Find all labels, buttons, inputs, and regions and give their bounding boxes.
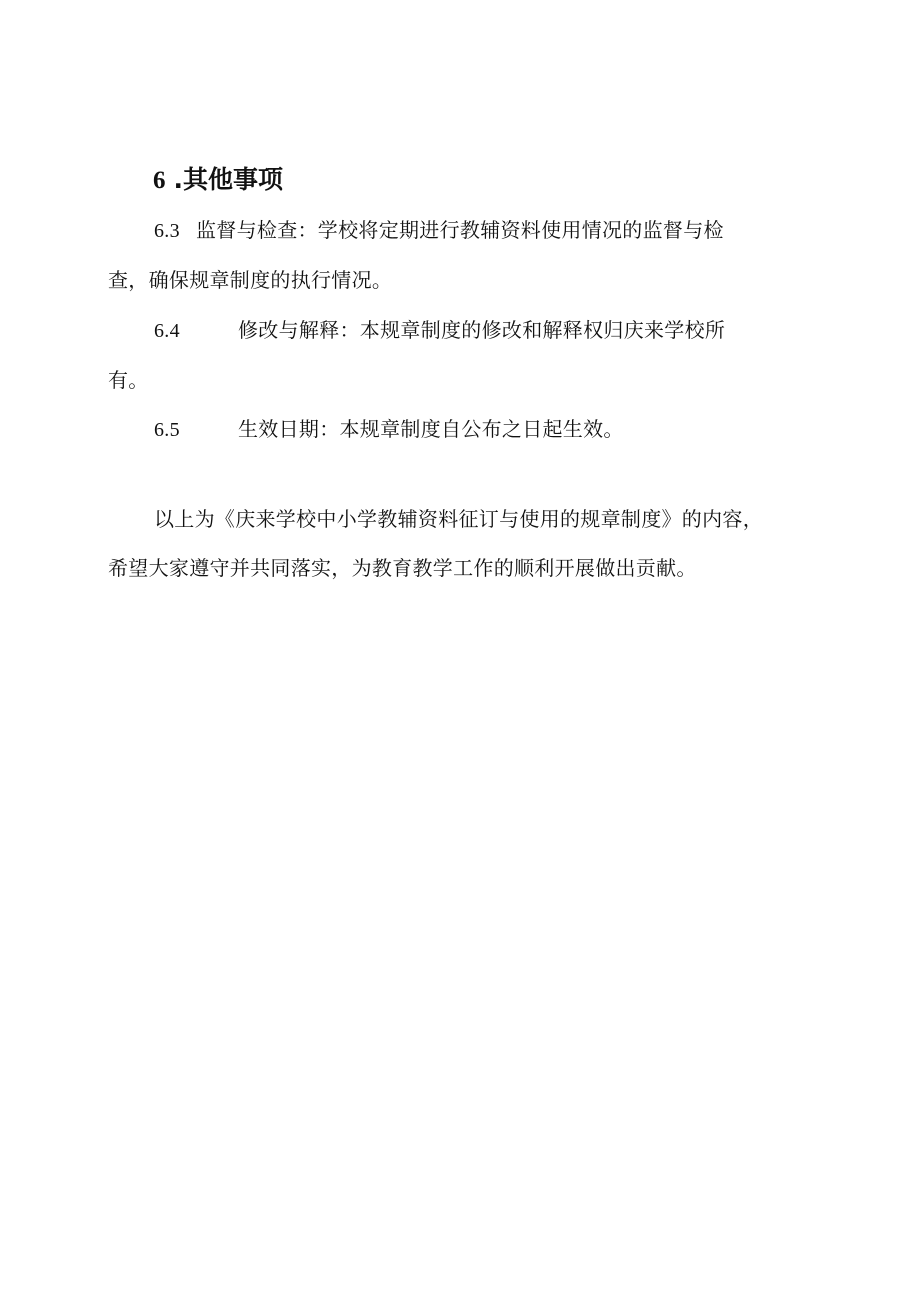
section-number: 6 <box>153 167 166 194</box>
clause-number: 6.5 <box>154 419 180 441</box>
clause-number: 6.4 <box>154 320 180 342</box>
clause-text: 修改与解释：本规章制度的修改和解释权归庆来学校所 <box>238 318 726 342</box>
clause-first-line <box>108 405 818 455</box>
clause-first-line <box>108 306 818 356</box>
clause-continuation-line: 有。 <box>108 368 149 392</box>
clause-6-5 <box>108 405 818 455</box>
closing-paragraph <box>108 495 818 593</box>
section-title: .其他事项 <box>173 165 283 194</box>
clause-6-4 <box>108 306 818 405</box>
clause-continuation-line: 查，确保规章制度的执行情况。 <box>108 268 393 292</box>
closing-first-line: 以上为《庆来学校中小学教辅资料征订与使用的规章制度》的内容， <box>154 507 763 531</box>
clause-6-3 <box>108 206 818 305</box>
clause-text: 生效日期：本规章制度自公布之日起生效。 <box>238 417 624 441</box>
section-heading <box>153 160 283 201</box>
clause-text: 监督与检查：学校将定期进行教辅资料使用情况的监督与检 <box>196 218 724 242</box>
clause-first-line <box>108 206 818 256</box>
closing-continuation-line: 希望大家遵守并共同落实，为教育教学工作的顺利开展做出贡献。 <box>108 556 697 580</box>
clause-number: 6.3 <box>154 220 180 242</box>
